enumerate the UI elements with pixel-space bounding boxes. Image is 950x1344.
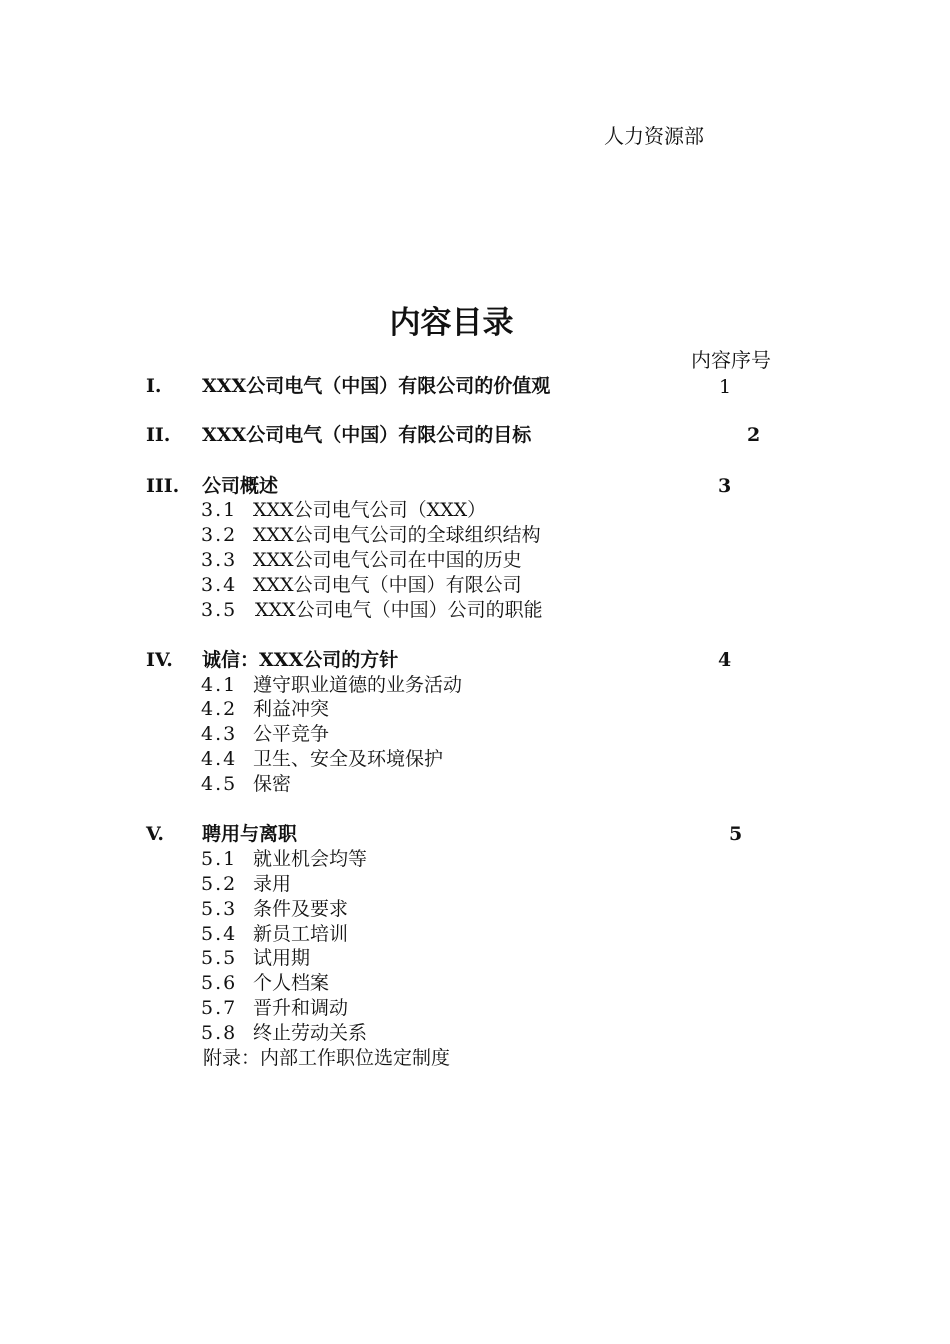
subsection-title: 终止劳动关系 [253, 1022, 368, 1044]
section-title: 诚信：XXX公司的方针 [202, 649, 399, 671]
subsection-title: 录用 [253, 873, 292, 895]
subsection-number: 3.4 [201, 574, 238, 596]
section-title: XXX公司电气（中国）有限公司的目标 [202, 424, 532, 446]
subsection-title: XXX公司电气公司在中国的历史 [253, 549, 522, 571]
subsection-number: 4.4 [201, 748, 238, 770]
section-title: 公司概述 [202, 475, 279, 497]
subsection-title: XXX公司电气公司的全球组织结构 [253, 524, 541, 546]
section-title: 聘用与离职 [202, 823, 298, 845]
section-number: IV. [146, 649, 173, 671]
subsection-title: 公平竞争 [253, 723, 330, 745]
subsection-number: 3.1 [201, 499, 238, 521]
section-page-number: 1 [719, 376, 732, 398]
section-page-number: 4 [718, 649, 732, 671]
section-number: V. [146, 823, 165, 845]
subsection-title: 试用期 [253, 947, 311, 969]
subsection-number: 5.7 [201, 997, 238, 1019]
section-page-number: 3 [718, 475, 732, 497]
appendix-entry: 附录：内部工作职位选定制度 [203, 1047, 451, 1069]
subsection-number: 5.8 [201, 1022, 238, 1044]
section-page-number: 2 [747, 424, 761, 446]
subsection-title: XXX公司电气（中国）有限公司 [253, 574, 522, 596]
section-page-number: 5 [729, 823, 743, 845]
subsection-number: 5.6 [201, 972, 238, 994]
subsection-title: 卫生、安全及环境保护 [253, 748, 444, 770]
subsection-number: 3.3 [201, 549, 238, 571]
subsection-number: 5.5 [201, 947, 238, 969]
subsection-title: 保密 [253, 773, 292, 795]
section-title: XXX公司电气（中国）有限公司的价值观 [202, 375, 551, 397]
subsection-number: 4.2 [201, 698, 238, 720]
subsection-title: XXX公司电气公司（XXX） [253, 499, 487, 521]
section-number: II. [146, 424, 171, 446]
subsection-title: 晋升和调动 [253, 997, 349, 1019]
subsection-number: 5.2 [201, 873, 238, 895]
subsection-title: 新员工培训 [253, 923, 349, 945]
toc-column-header: 内容序号 [691, 348, 771, 372]
section-number: III. [146, 475, 180, 497]
subsection-number: 4.3 [201, 723, 238, 745]
subsection-title: 条件及要求 [253, 898, 349, 920]
subsection-title: 就业机会均等 [253, 848, 368, 870]
subsection-number: 3.5 [201, 599, 238, 621]
subsection-number: 5.4 [201, 923, 238, 945]
subsection-number: 5.3 [201, 898, 238, 920]
department-label: 人力资源部 [604, 124, 704, 148]
section-number: I. [146, 375, 162, 397]
subsection-title: XXX公司电气（中国）公司的职能 [255, 599, 543, 621]
subsection-number: 3.2 [201, 524, 238, 546]
subsection-number: 4.5 [201, 773, 238, 795]
subsection-title: 个人档案 [253, 972, 330, 994]
subsection-number: 5.1 [201, 848, 238, 870]
toc-title: 内容目录 [389, 305, 514, 341]
subsection-title: 遵守职业道德的业务活动 [253, 674, 463, 696]
subsection-number: 4.1 [201, 674, 238, 696]
subsection-title: 利益冲突 [253, 698, 330, 720]
